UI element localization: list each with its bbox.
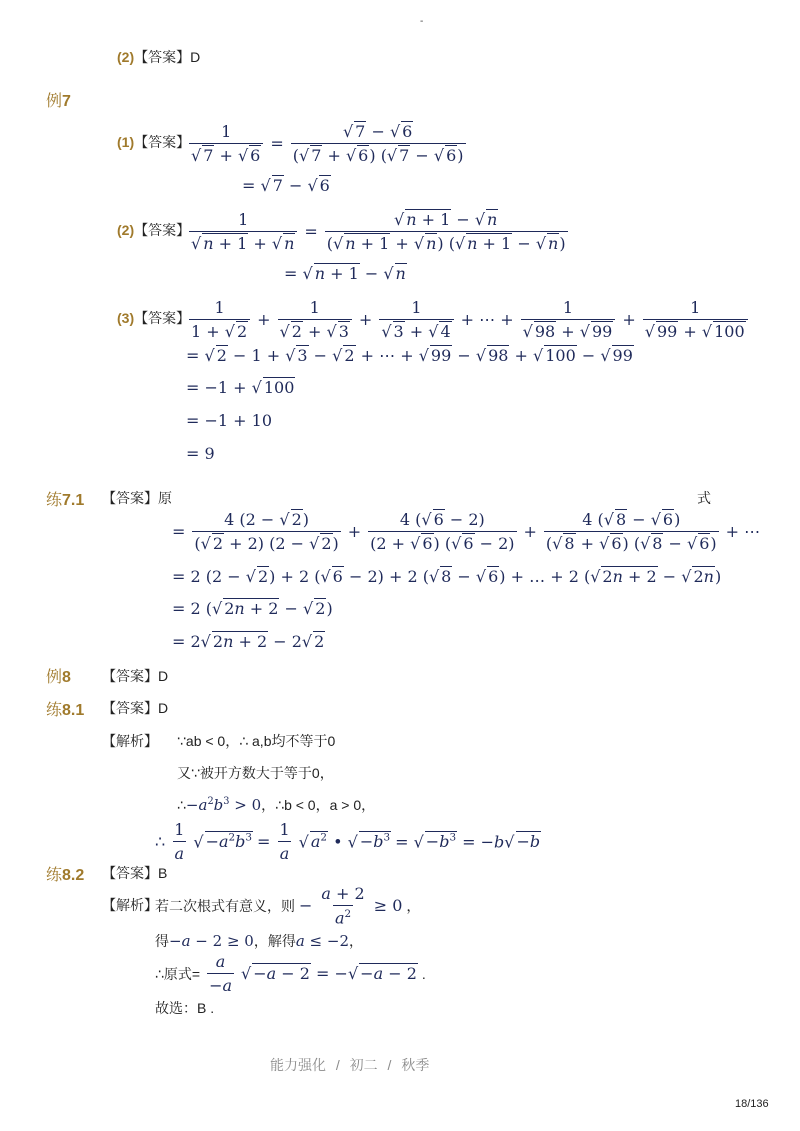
analysis-line-1: 若二次根式有意义，则 − $\frac{a + 2}{a^2}$ ≥ 0 ，: [155, 884, 421, 928]
practice-8-1-answer: [102, 698, 168, 718]
item-number: (3): [117, 310, 135, 326]
answer-value: D: [190, 49, 201, 65]
ex7-2-formula-line2: = √ n + 1 − √ n: [284, 264, 406, 283]
ex7-3-formula-line4: = −1 + 10: [186, 411, 273, 430]
ex7-3-formula-line3: = −1 + √ 100: [186, 378, 295, 397]
practice-8-1-heading: [46, 697, 84, 720]
line-suffix: ，: [349, 933, 363, 949]
footer-text: 能力强化 / 初二 / 秋季: [270, 1057, 430, 1073]
answer-tag: 【答案】: [134, 222, 191, 238]
practice-8-2-answer: [102, 863, 167, 883]
example-7-heading: [46, 88, 71, 111]
item-number: (2): [117, 49, 135, 65]
ex7-1-label: [117, 132, 190, 152]
heading-prefix: 例: [46, 93, 63, 110]
answer-tag: 【答案】: [102, 865, 158, 881]
item-number: (1): [117, 134, 135, 150]
ex7-3-formula-line1: $\frac{1}{1 + √ 2}$ + $\frac{1}{√ 2 + √ 3}$ + $\frac{1}{√ 3 + √ 4}$ + ⋯ + $\frac{1}{√ 98 + √ 99}$ + $\frac{1}{√ 99 + √ 100}$: [186, 298, 751, 341]
practice-7-1-heading: [46, 487, 84, 510]
heading-prefix: 练: [46, 867, 63, 884]
analysis-line-2: 得−a − 2 ≥ 0，解得a ≤ −2，: [155, 932, 363, 950]
ex7-2-formula-line1: $\frac{1}{√ n + 1 + √ n}$ = $\frac{√ n + 1 - √ n}{(√ n + 1 + √ n) (√ n + 1 - √ n)}$: [191, 210, 566, 253]
top-mark: -: [420, 16, 424, 27]
answer-word-2: 式: [697, 490, 711, 506]
line-suffix: ，∴b < 0，a > 0，: [261, 797, 376, 813]
line-prefix: ∴原式=: [155, 965, 201, 982]
answer-tag: 【答案】: [134, 134, 191, 150]
analysis-line-4: 故选：B .: [155, 1000, 215, 1016]
analysis-line-2: 又∵被开方数大于等于0，: [177, 765, 334, 781]
heading-number: 8: [62, 669, 71, 686]
lx7-1-formula-line2: = 2 (2 − √ 2) + 2 (√ 6 − 2) + 2 (√ 8 − √ 6) + … + 2 (√ 2n + 2 − √ 2n): [172, 567, 722, 586]
heading-prefix: 练: [46, 702, 63, 719]
page-number: 18/136: [735, 1098, 769, 1110]
line-suffix: .: [421, 965, 426, 982]
answer-tag: 【答案】: [102, 700, 158, 716]
analysis-line-4: ∴ $\frac{1}{a}$ √ $-a^2b^3$ = $\frac{1}{a}$ √ $a^2$ • √ $-b^3$ = √ $-b^3 = -b√ -b$: [155, 820, 541, 863]
prev-answer-line: [117, 47, 200, 67]
analysis-tag: 【解析】: [102, 897, 158, 913]
analysis-line-1: ∵ab < 0，∴ a,b均不等于0: [177, 733, 336, 749]
example-8-heading: [46, 664, 71, 687]
lx7-1-formula-line3: = 2 (√ 2n + 2 − √ 2): [172, 599, 333, 618]
ex7-3-label: [117, 308, 190, 328]
ex7-1-formula-line1: $\frac{1}{√ 7 + √ 6}$ = $\frac{√ 7 - √ 6}{(√ 7 + √ 6) (√ 7 - √ 6)}$: [191, 122, 464, 165]
practice-7-1-answer: [102, 488, 172, 508]
answer-value: D: [158, 700, 169, 716]
analysis-tag: 【解析】: [102, 733, 158, 749]
analysis-line-3: ∴原式= $\frac{a}{-a}$ √ −a − 2 = −√ −a − 2 .: [155, 952, 426, 995]
answer-word-1: 原: [158, 490, 172, 506]
answer-tag: 【答案】: [134, 49, 191, 65]
heading-number: 7.1: [62, 492, 85, 509]
ex7-3-formula-line5: = 9: [186, 444, 215, 463]
item-number: (2): [117, 222, 135, 238]
ex7-1-formula-line2: = √ 7 − √ 6: [242, 176, 330, 195]
line-suffix: ，: [406, 897, 421, 914]
lx7-1-formula-line4: = 2√ 2n + 2 − 2√ 2: [172, 632, 325, 651]
line-prefix: 得: [155, 933, 169, 949]
example-8-answer: [102, 666, 168, 686]
answer-tag: 【答案】: [102, 668, 158, 684]
heading-prefix: 练: [46, 492, 63, 509]
ex7-2-label: [117, 220, 190, 240]
line-mid: ，解得: [253, 933, 296, 949]
lx7-1-formula-line1: = $\frac{4 (2 - √ 2)}{(√ 2 + 2) (2 - √ 2)}$ + $\frac{4 (√ 6 - 2)}{(2 + √ 6) (√ 6 - 2)}$ + $\frac{4 (√ 8 - √ 6)}{(√ 8 + √ 6) (√ 8 - √ 6)}$ + ⋯: [172, 510, 761, 553]
heading-number: 7: [62, 93, 71, 110]
answer-value: B: [158, 865, 168, 881]
line-prefix: ∴: [177, 797, 186, 813]
ex7-3-formula-line2: = √ 2 − 1 + √ 3 − √ 2 + ⋯ + √ 99 − √ 98 + √ 100 − √ 99: [186, 346, 633, 365]
heading-prefix: 例: [46, 669, 63, 686]
heading-number: 8.2: [62, 867, 85, 884]
practice-8-2-heading: [46, 862, 84, 885]
heading-number: 8.1: [62, 702, 85, 719]
line-prefix: 若二次根式有意义，则: [155, 897, 295, 914]
answer-tag: 【答案】: [134, 310, 191, 326]
answer-value: D: [158, 668, 169, 684]
analysis-line-3: $\therefore-a^2b^3 > 0$，∴b < 0，a > 0，: [177, 796, 376, 814]
answer-tag: 【答案】: [102, 490, 158, 506]
